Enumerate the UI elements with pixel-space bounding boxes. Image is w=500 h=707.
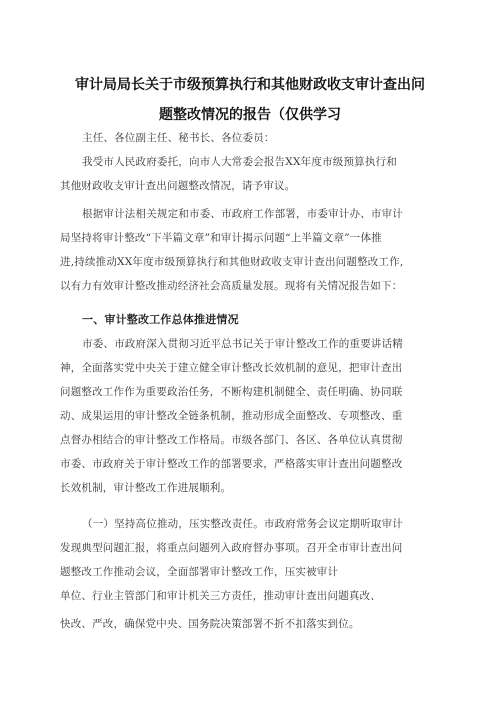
paragraph-line: 局坚持将审计整改“下半篇文章”和审计揭示问题“上半篇文章”一体推 — [60, 232, 382, 244]
paragraph-4 — [60, 516, 442, 640]
paragraph-line: 我受市人民政府委托，向市人大常委会报告XX年度市级预算执行和 — [82, 156, 397, 168]
paragraph-line: 进,持续推动XX年度市级预算执行和其他财政收支审计查出问题整改工作, — [60, 256, 404, 268]
section-heading-block — [60, 312, 442, 332]
paragraph-line: 快改、严改，确保党中央、国务院决策部署不折不扣落实到位。 — [60, 618, 360, 630]
paragraph-line: 单位、行业主管部门和审计机关三方责任，推动审计查出问题真改、 — [60, 590, 381, 602]
paragraph-line: 长效机制，审计整改工作进展顺利。 — [60, 482, 232, 494]
section-heading: 一、审计整改工作总体推进情况 — [82, 313, 239, 326]
paragraph-line: 神，全面落实党中央关于建立健全审计整改长效机制的意见，把审计查出 — [60, 362, 403, 374]
paragraph-line: 市委、市政府深入贯彻习近平总书记关于审计整改工作的重要讲话精 — [82, 338, 403, 350]
document-title — [60, 70, 440, 130]
paragraph-line: 根据审计法相关规定和市委、市政府工作部署，市委审计办、市审计 — [82, 208, 403, 220]
paragraph-line: 问题整改工作作为重要政治任务，不断构建机制健全、责任明确、协同联 — [60, 386, 403, 398]
paragraph-line: 其他财政收支审计查出问题整改情况，请予审议。 — [60, 180, 296, 192]
paragraph-line: 以有力有效审计整改推动经济社会高质量发展。现将有关情况报告如下： — [60, 280, 403, 292]
salutation-block — [60, 130, 442, 150]
paragraph-line: 题整改工作推动会议，全面部署审计整改工作，压实被审计 — [60, 566, 339, 578]
salutation: 主任、各位副主任、秘书长、各位委员： — [82, 132, 275, 144]
title-line-2: 题整改情况的报告（仅供学习 — [159, 107, 341, 123]
paragraph-line: 市委、市政府关于审计整改工作的部署要求，严格落实审计查出问题整改 — [60, 458, 403, 470]
paragraph-2 — [60, 206, 442, 302]
title-line-1: 审计局局长关于市级预算执行和其他财政收支审计查出问 — [75, 77, 425, 93]
paragraph-line: （一）坚持高位推动，压实整改责任。市政府常务会议定期听取审计 — [82, 518, 403, 530]
paragraph-3 — [60, 336, 442, 506]
paragraph-1 — [60, 154, 442, 194]
paragraph-line: 动、成果运用的审计整改全链条机制，推动形成全面整改、专项整改、重 — [60, 410, 403, 422]
paragraph-line: 点督办相结合的审计整改工作格局。市级各部门、各区、各单位认真贯彻 — [60, 434, 403, 446]
paragraph-line: 发现典型问题汇报，将重点问题列入政府督办事项。召开全市审计查出问 — [60, 542, 403, 554]
